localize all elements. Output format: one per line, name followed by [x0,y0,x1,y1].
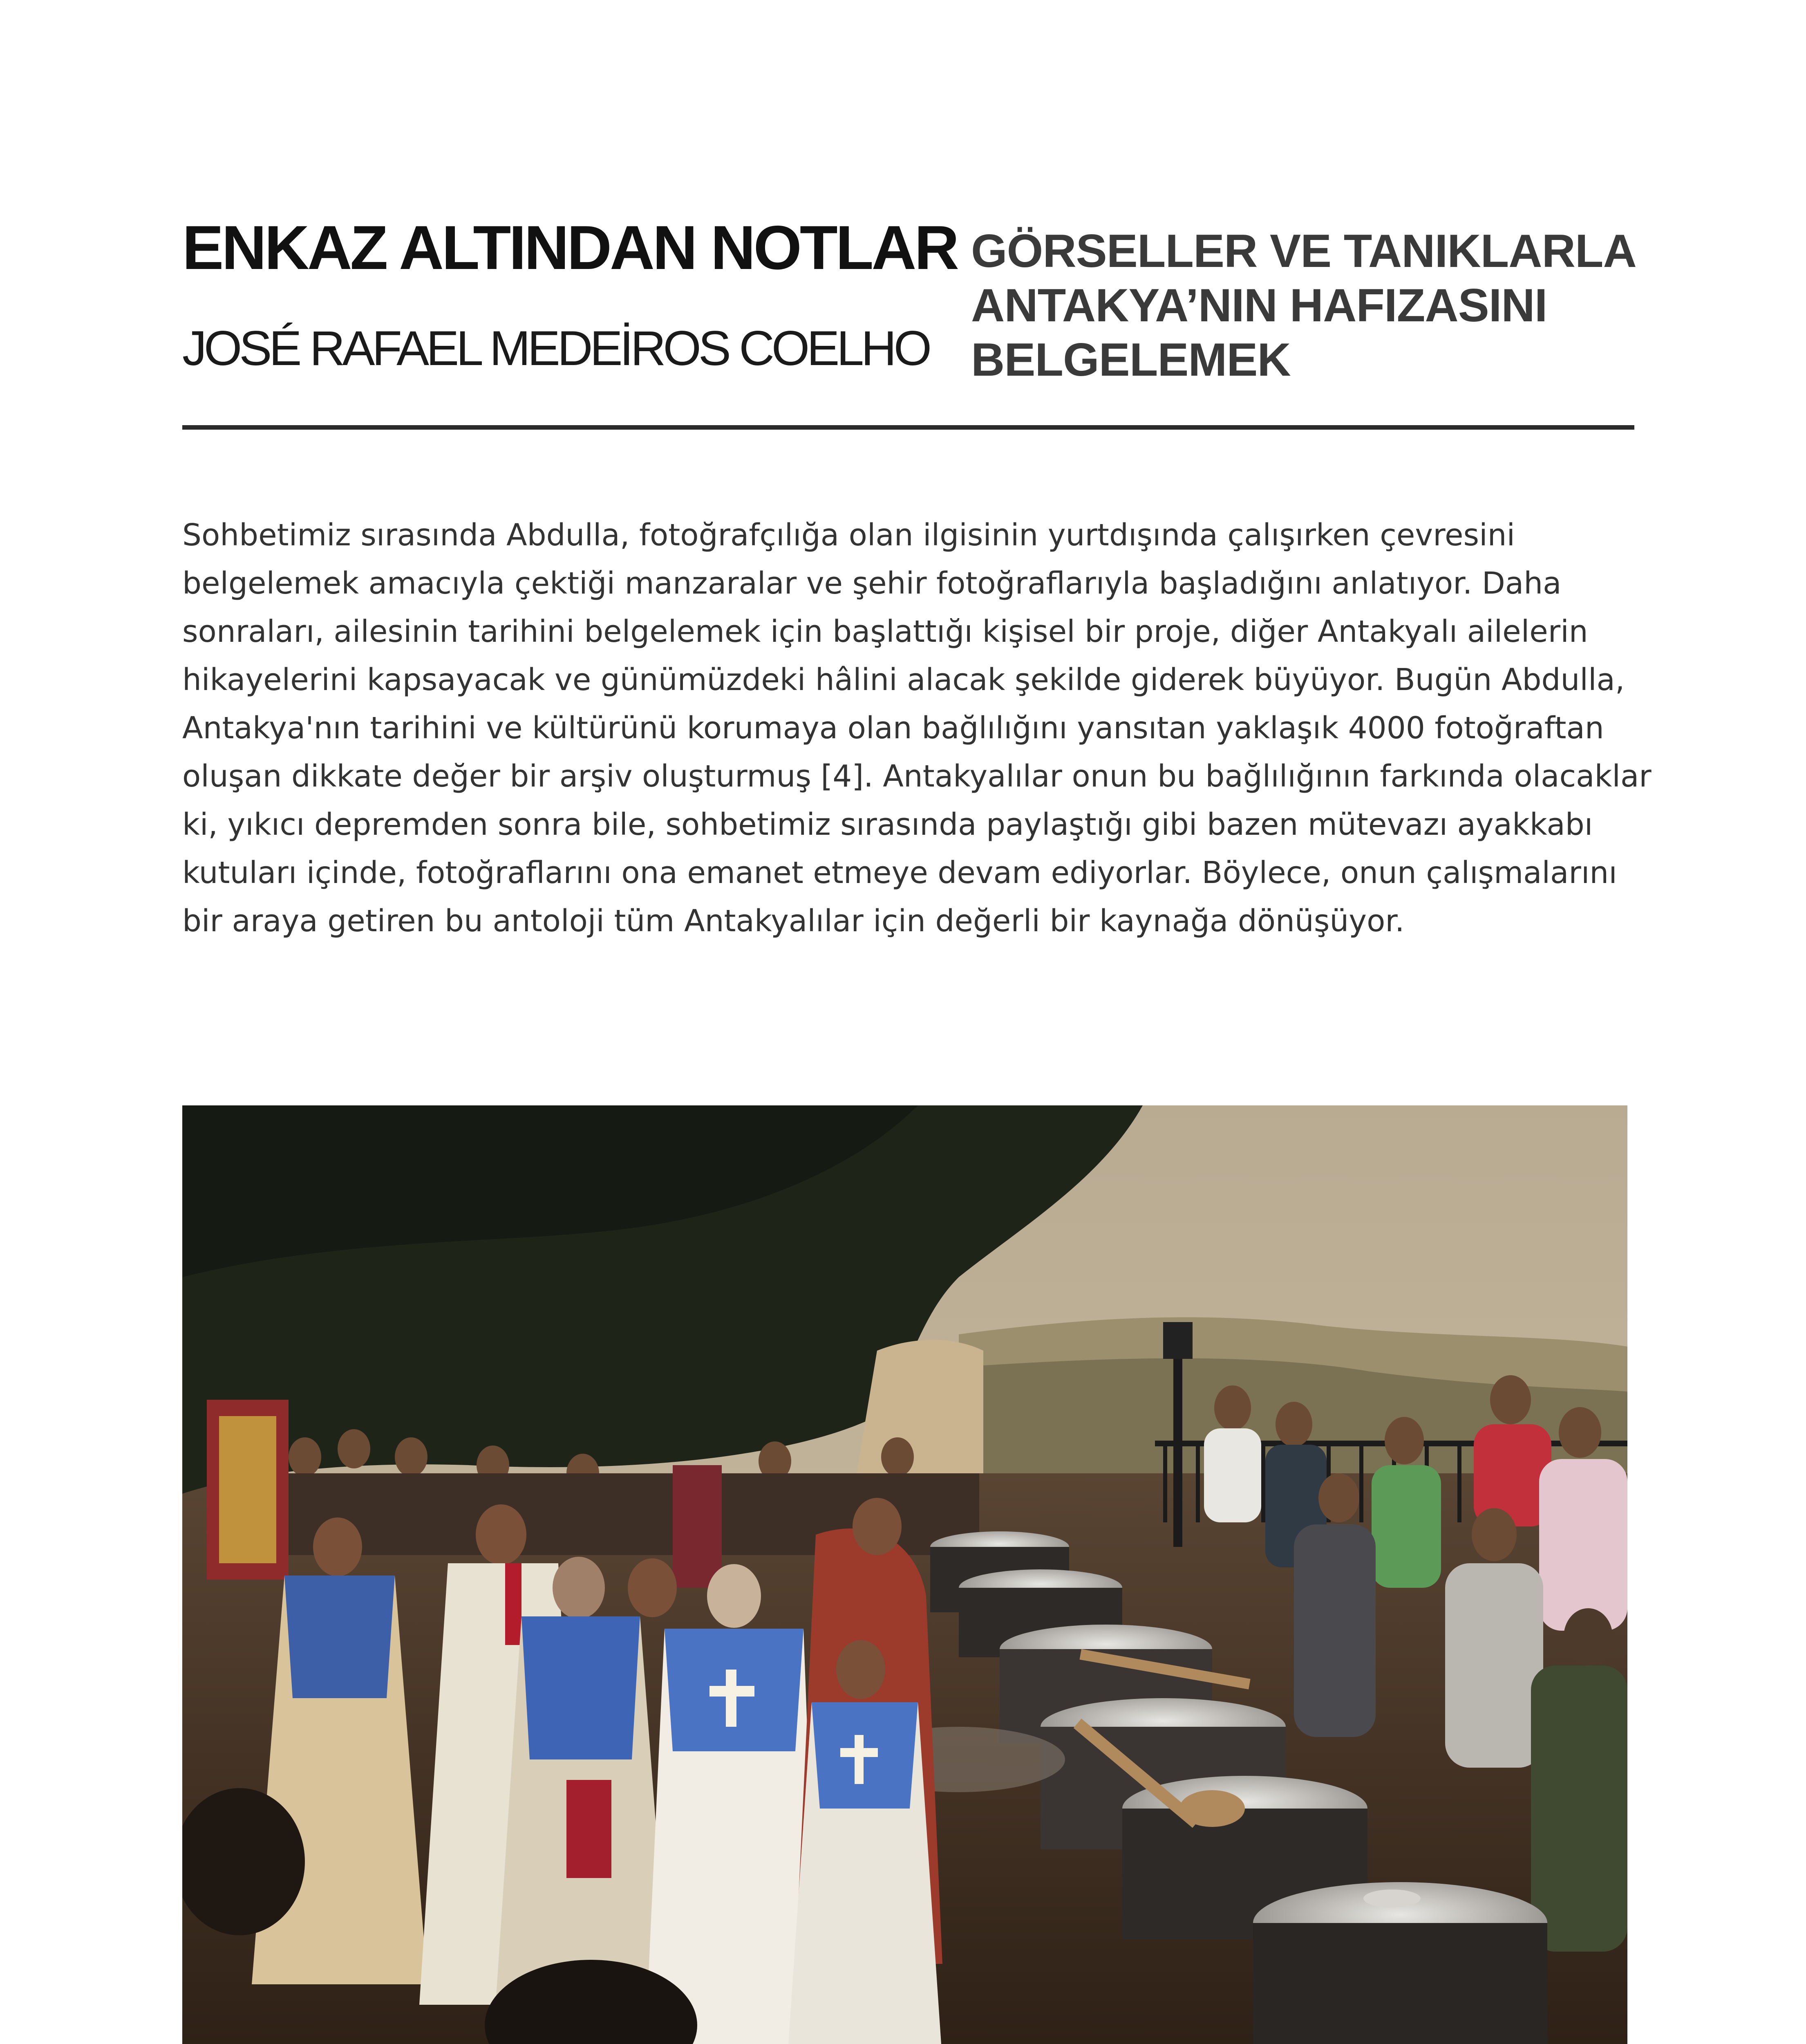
article-title-line: BELGELEMEK [971,334,1291,386]
body-line: oluşan dikkate değer bir arşiv oluşturmuş [4]. Antakyalılar onun bu bağlılığının farkında olacaklar [182,759,1652,794]
body-line: ki, yıkıcı depremden sonra bile, sohbetimiz sırasında paylaştığı gibi bazen mütevazı ayakkabı [182,807,1593,842]
article-title-line: ANTAKYA’NIN HAFIZASINI [971,280,1547,332]
body-line: Sohbetimiz sırasında Abdulla, fotoğrafçılığa olan ilgisinin yurtdışında çalışırken çevresini [182,518,1515,553]
body-paragraph [182,511,1652,945]
header-divider [182,425,1634,430]
article-title [971,224,1666,387]
body-line: belgelemek amacıyla çektiği manzaralar ve şehir fotoğraflarıyla başladığını anlatıyor. Daha [182,566,1562,601]
header-left [182,213,958,376]
body-line: sonraları, ailesinin tarihini belgelemek için başlattığı kişisel bir proje, diğer Antakyalı ailelerin [182,614,1588,649]
series-title: ENKAZ ALTINDAN NOTLAR [182,213,958,282]
body-line: bir araya getiren bu antoloji tüm Antakyalılar için değerli bir kaynağa dönüşüyor. [182,903,1405,939]
author-name: JOSÉ RAFAEL MEDEİROS COELHO [182,321,929,376]
body-line: Antakya'nın tarihini ve kültürünü korumaya olan bağlılığını yansıtan yaklaşık 4000 fotoğraftan [182,710,1604,746]
festival-photo [182,1105,1627,2044]
article-title-line: GÖRSELLER VE TANIKLARLA [971,225,1636,277]
body-line: hikayelerini kapsayacak ve günümüzdeki hâlini alacak şekilde giderek büyüyor. Bugün Abdulla, [182,662,1625,697]
body-line: kutuları içinde, fotoğraflarını ona emanet etmeye devam ediyorlar. Böylece, onun çalışmalarını [182,855,1617,890]
